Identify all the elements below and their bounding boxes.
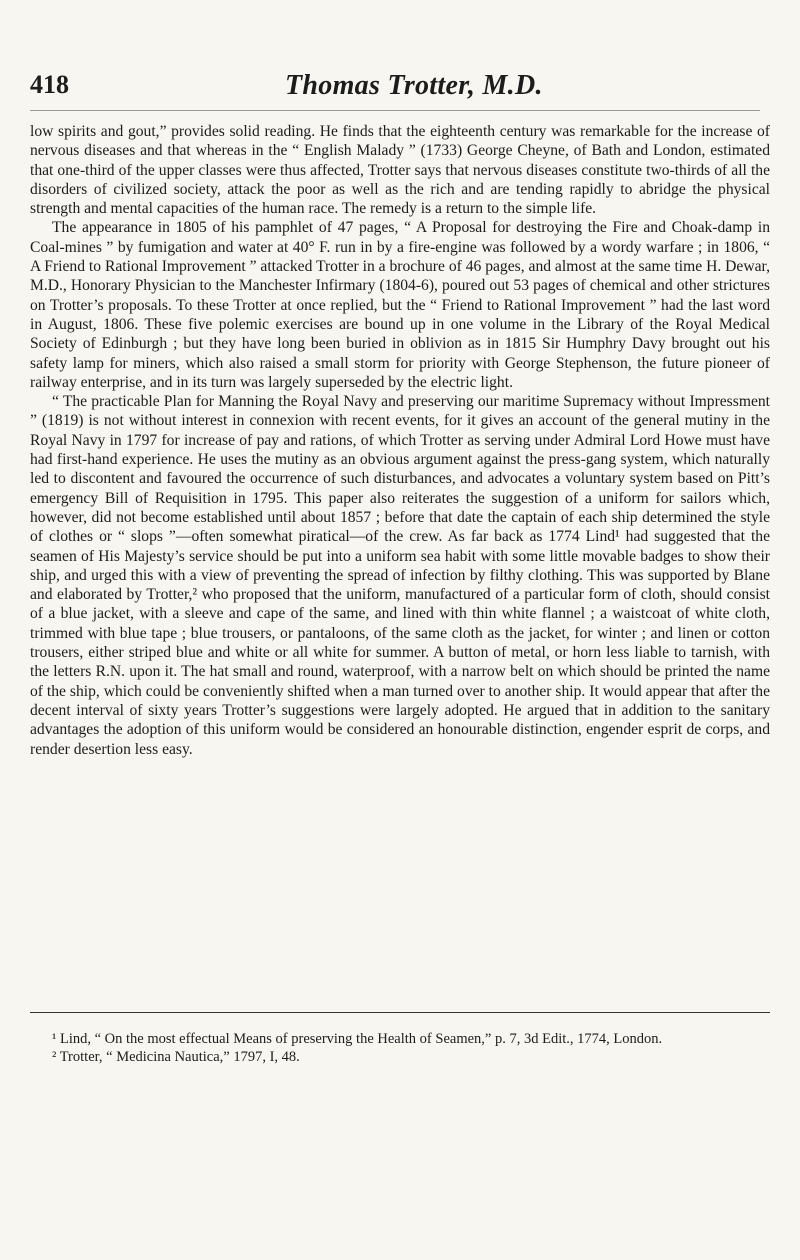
running-title: Thomas Trotter, M.D. <box>285 70 543 101</box>
footnote-divider <box>30 1012 770 1013</box>
header-rule <box>30 110 760 111</box>
page-number: 418 <box>30 70 69 99</box>
page-header <box>30 70 760 110</box>
body-text <box>30 122 770 759</box>
paragraph-1: low spirits and gout,” provides solid reading. He finds that the eighteenth century was remarkable for the increase of nervous diseases and that whereas in the “ English Malady ” (1733) George Cheyne, of Bath and London, estimated that one-third of the upper classes were thus affected, Trotter says that nervous diseases constitute two-thirds of all the disorders of civilized society, attack the poor as well as the rich and are tending rapidly to abridge the physical strength and mental capacities of the human race. The remedy is a return to the simple life. <box>30 123 770 218</box>
paragraph-2: The appearance in 1805 of his pamphlet of 47 pages, “ A Proposal for destroying the Fire and Choak-damp in Coal-mines ” by fumigation and water at 40° F. run in by a fire-engine was followed by a wordy warfare ; in 1806, “ A Friend to Rational Improvement ” attacked Trotter in a brochure of 46 pages, and almost at the same time H. Dewar, M.D., Honorary Physician to the Manchester Infirmary (1804-6), poured out 53 pages of chemical and other strictures on Trotter’s proposals. To these Trotter at once replied, but the “ Friend to Rational Improvement ” had the last word in August, 1806. These five polemic exercises are bound up in one volume in the Library of the Royal Medical Society of Edinburgh ; but they have long been buried in oblivion as in 1815 Sir Humphry Davy brought out his safety lamp for miners, which also raised a small storm for priority with George Stephenson, the future pioneer of railway enterprise, and in its turn was largely superseded by the electric light. <box>30 219 770 391</box>
paragraph-3: “ The practicable Plan for Manning the Royal Navy and preserving our maritime Supremacy without Impressment ” (1819) is not without interest in connexion with recent events, for it gives an account of the general mutiny in the Royal Navy in 1797 for increase of pay and rations, of which Trotter as serving under Admiral Lord Howe must have had first-hand experience. He uses the mutiny as an obvious argument against the press-gang system, which naturally led to discontent and favoured the occurrence of such disturbances, and advocates a voluntary system based on Pitt’s emergency Bill of Requisition in 1795. This paper also reiterates the suggestion of a uniform for sailors which, however, did not become established until about 1857 ; before that date the captain of each ship determined the style of clothes or “ slops ”—often somewhat piratical—of the crew. As far back as 1774 Lind¹ had suggested that the seamen of His Majesty’s service should be put into a uniform sea habit with some little movable badges to show their ship, and urged this with a view of preventing the spread of infection by filthy clothing. This was supported by Blane and elaborated by Trotter,² who proposed that the uniform, manufactured of a particular form of cloth, should consist of a blue jacket, with a sleeve and cape of the same, and lined with thin white flannel ; a waistcoat of white cloth, trimmed with blue tape ; blue trousers, or pantaloons, of the same cloth as the jacket, for winter ; and linen or cotton trousers, either striped blue and white or all white for summer. A button of metal, or horn less liable to tarnish, with the letters R.N. upon it. The hat small and round, waterproof, with a narrow belt on which should be printed the name of the ship, which could be conveniently shifted when a man turned over to another ship. It would appear that after the decent interval of sixty years Trotter’s suggestions were largely adopted. He argued that in addition to the sanitary advantages the adoption of this uniform would be considered an honourable distinction, engender esprit de corps, and render desertion less easy. <box>30 393 770 758</box>
footnotes <box>30 1030 770 1066</box>
footnote-1: ¹ Lind, “ On the most effectual Means of preserving the Health of Seamen,” p. 7, 3d Edit., 1774, London. <box>52 1031 663 1047</box>
footnote-2: ² Trotter, “ Medicina Nautica,” 1797, I, 48. <box>52 1049 300 1065</box>
